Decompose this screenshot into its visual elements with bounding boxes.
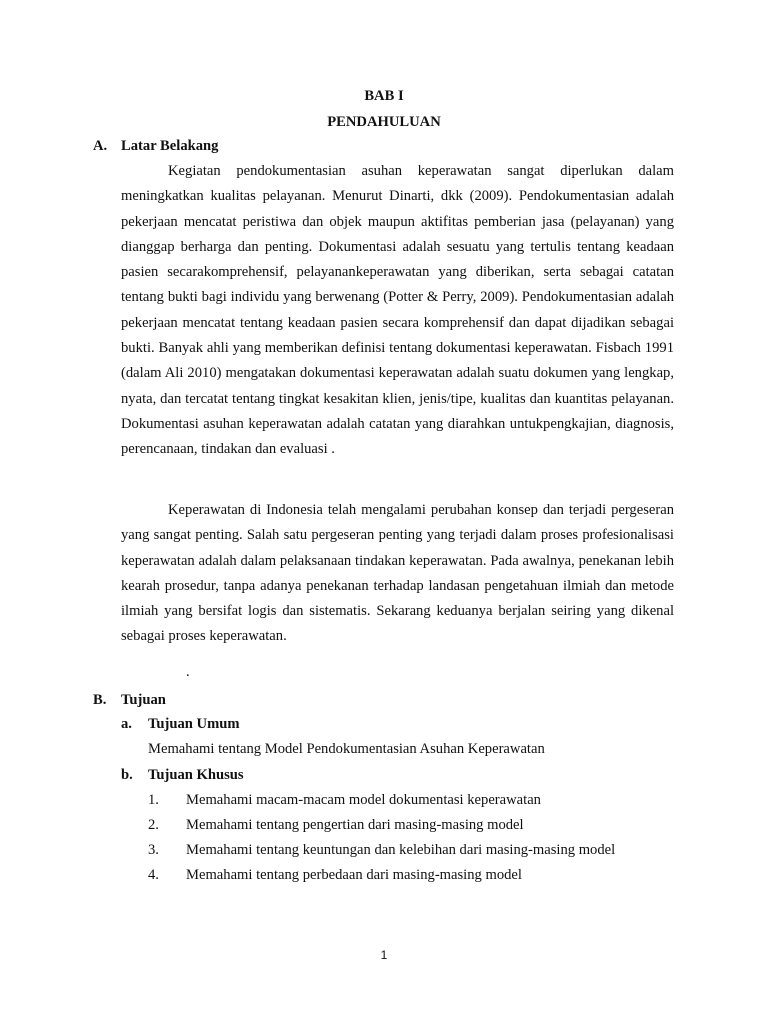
objective-number: 3. [148,842,159,858]
general-objective-title: Tujuan Umum [148,716,240,732]
section-b-number: B. [93,692,107,708]
specific-objectives-title: Tujuan Khusus [148,767,244,783]
page-number: 1 [380,948,388,962]
background-paragraph-2: Keperawatan di Indonesia telah mengalami perubahan konsep dan terjadi pergeseran yang sangat penting. Salah satu pergeseran penting yang terjadi dalam proses profesionalisasi keperawatan adalah dalam pelaksanaan tindakan keperawatan. Pada awalnya, penekanan lebih kearah prosedur, tanpa adanya penekanan terhadap landasan pengetahuan ilmiah dan metode ilmiah yang bersifat logis dan sistematis. Sekarang keduanya berjalan seiring yang dikenal sebagai proses keperawatan. [121,502,674,645]
background-paragraph-1: Kegiatan pendokumentasian asuhan keperawatan sangat diperlukan dalam meningkatkan kualitas pelayanan. Menurut Dinarti, dkk (2009). Pendokumentasian adalah pekerjaan mencatat peristiwa dan objek maupun aktifitas pemberian jasa (pelayanan) yang dianggap berharga dan penting. Dokumentasi adalah sesuatu yang tertulis tentang keadaan pasien secarakomprehensif, pelayanankeperawatan yang diberikan, serta sebagai catatan tentang bukti bagi individu yang berwenang (Potter & Perry, 2009). Pendokumentasian adalah pekerjaan mencatat tentang keadaan pasien secara komprehensif dan dapat dijadikan sebagai bukti. Banyak ahli yang memberikan definisi tentang dokumentasi keperawatan. Fisbach 1991 (dalam Ali 2010) mengatakan dokumentasi keperawatan adalah suatu dokumen yang lengkap, nyata, dan tercatat tentang tingkat kesakitan klien, jenis/tipe, kualitas dan kuantitas pelayanan. Dokumentasi asuhan keperawatan adalah catatan yang diarahkan untukpengkajian, diagnosis, perencanaan, tindakan dan evaluasi . [121,163,674,458]
section-a-title: Latar Belakang [121,138,219,154]
general-objective-text: Memahami tentang Model Pendokumentasian Asuhan Keperawatan [148,741,545,757]
section-a-number: A. [93,138,108,154]
objective-text: Memahami macam-macam model dokumentasi keperawatan [186,792,541,808]
objective-text: Memahami tentang keuntungan dan kelebihan dari masing-masing model [186,842,616,858]
stray-period: . [186,664,190,680]
general-objective-letter: a. [121,716,132,732]
section-b-title: Tujuan [121,692,166,708]
objective-text: Memahami tentang pengertian dari masing-masing model [186,817,524,833]
chapter-title: PENDAHULUAN [327,114,441,130]
objective-number: 4. [148,867,159,883]
objective-number: 1. [148,792,159,808]
chapter-label: BAB I [364,88,404,104]
specific-objectives-letter: b. [121,767,133,783]
objective-number: 2. [148,817,159,833]
objective-text: Memahami tentang perbedaan dari masing-masing model [186,867,522,883]
